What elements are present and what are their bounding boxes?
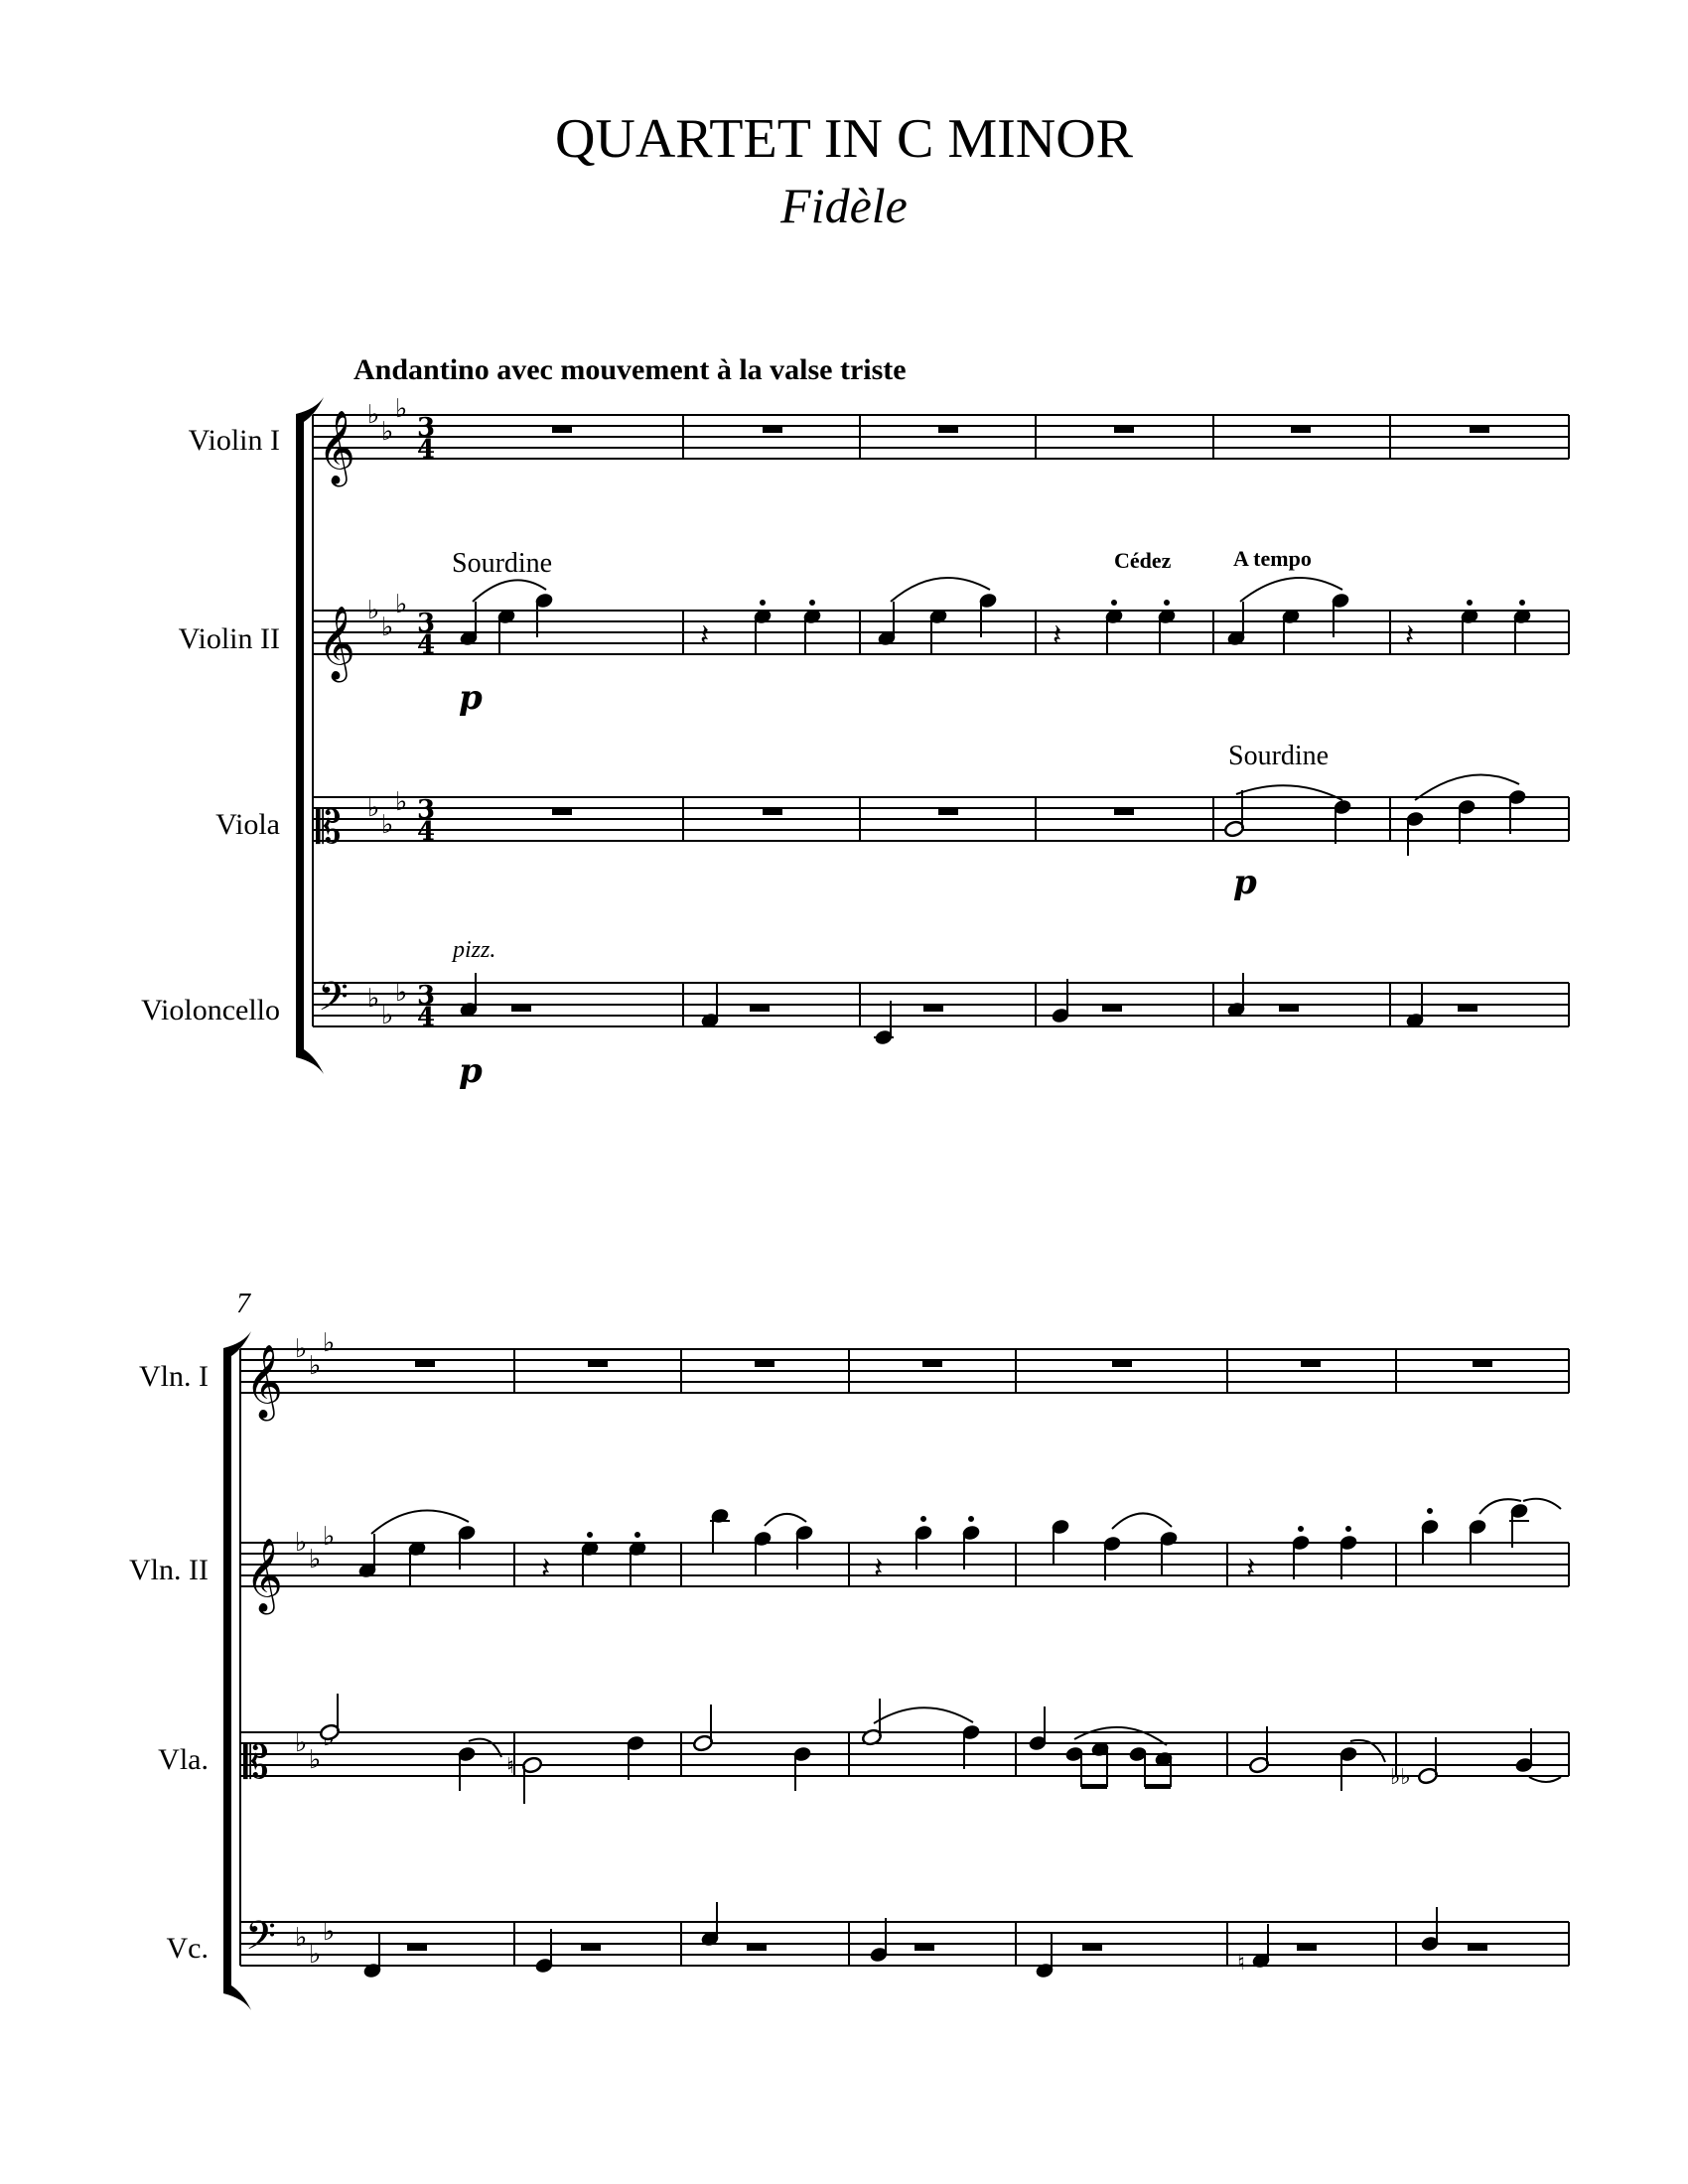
key-signatures-system-1 <box>367 394 407 1030</box>
svg-text:♭: ♭ <box>295 1923 308 1953</box>
svg-text:4: 4 <box>417 817 436 847</box>
bass-clef-icon: 𝄢 <box>245 1913 276 1969</box>
staff-vla <box>240 1732 1569 1776</box>
treble-clef-icon: 𝄞 <box>245 1345 283 1419</box>
svg-text:4: 4 <box>417 435 436 465</box>
svg-text:♭: ♭ <box>381 1001 394 1030</box>
svg-text:♭: ♭ <box>295 1728 308 1758</box>
cedez-marking: Cédez <box>1114 548 1172 573</box>
whole-rests-violin-1 <box>552 426 1489 433</box>
notes-violin-2-system-1 <box>459 578 1531 653</box>
treble-clef-icon: 𝄞 <box>318 411 355 484</box>
svg-text:♭: ♭ <box>395 787 408 817</box>
a-tempo-marking: A tempo <box>1233 546 1312 571</box>
staff-vc <box>240 1922 1569 1966</box>
svg-text:♭: ♭ <box>309 1940 322 1970</box>
instrument-label-viola: Viola <box>215 808 280 841</box>
dynamic-p-viola: p <box>1233 863 1257 902</box>
svg-text:♭: ♭ <box>323 1522 336 1552</box>
svg-text:𝄽: 𝄽 <box>1246 1552 1256 1586</box>
svg-text:♭: ♭ <box>295 1528 308 1558</box>
svg-text:♭: ♭ <box>309 1351 322 1381</box>
notes-vla-system-2 <box>319 1694 1561 1804</box>
svg-text:♭: ♭ <box>323 1328 336 1358</box>
measure-number: 7 <box>236 1289 250 1319</box>
svg-text:♭: ♭ <box>367 793 380 823</box>
svg-text:♭: ♭ <box>395 978 408 1008</box>
score-title: QUARTET IN C MINOR <box>554 108 1134 170</box>
dynamic-p: p <box>459 678 483 718</box>
instrument-label-cello: Violoncello <box>141 994 280 1026</box>
svg-text:3: 3 <box>417 981 436 1011</box>
svg-text:♭: ♭ <box>367 596 380 625</box>
svg-text:♭: ♭ <box>381 810 394 840</box>
svg-text:4: 4 <box>417 1003 436 1032</box>
sourdine-marking-viola: Sourdine <box>1228 741 1330 771</box>
svg-text:𝄽: 𝄽 <box>874 1552 884 1586</box>
svg-text:3: 3 <box>417 609 436 638</box>
svg-text:♭♭: ♭♭ <box>1390 1765 1411 1790</box>
whole-rests-vln-1 <box>415 1360 1492 1367</box>
barlines-system-2 <box>240 1349 1569 1966</box>
staff-vln-1 <box>240 1349 1569 1393</box>
staff-violin-1 <box>313 415 1569 459</box>
whole-rests-viola <box>552 808 1134 815</box>
svg-text:𝄽: 𝄽 <box>1405 618 1415 653</box>
treble-clef-icon: 𝄞 <box>245 1539 283 1612</box>
svg-text:♭: ♭ <box>381 613 394 642</box>
svg-text:𝄽: 𝄽 <box>700 618 710 653</box>
bass-clef-icon: 𝄢 <box>318 974 349 1029</box>
svg-text:4: 4 <box>417 630 436 660</box>
svg-text:𝄽: 𝄽 <box>541 1552 551 1586</box>
score-subtitle: Fidèle <box>780 178 908 233</box>
svg-text:3: 3 <box>417 795 436 825</box>
svg-text:𝄽: 𝄽 <box>1053 618 1062 653</box>
svg-text:♭: ♭ <box>367 984 380 1014</box>
instrument-label-vc: Vc. <box>166 1932 209 1965</box>
svg-text:♭: ♭ <box>395 590 408 619</box>
barlines-system-1 <box>313 415 1569 1026</box>
svg-text:♭: ♭ <box>323 1917 336 1947</box>
system-bracket-2 <box>223 1331 251 2010</box>
svg-text:♭: ♭ <box>309 1545 322 1574</box>
alto-clef-icon: 𝄡 <box>316 800 342 854</box>
staff-viola <box>313 797 1569 841</box>
svg-text:♭: ♭ <box>395 394 408 424</box>
sourdine-marking: Sourdine <box>452 548 553 579</box>
instrument-label-vln-1: Vln. I <box>139 1360 209 1393</box>
svg-text:♭: ♭ <box>309 1745 322 1775</box>
tempo-marking: Andantino avec mouvement à la valse triste <box>353 353 907 386</box>
alto-clef-icon: 𝄡 <box>243 1735 269 1789</box>
notes-viola-system-1 <box>1223 775 1526 856</box>
system-bracket <box>296 397 324 1074</box>
instrument-label-vln-2: Vln. II <box>129 1554 209 1586</box>
instrument-label-violin-2: Violin II <box>178 622 280 655</box>
pizz-marking: pizz. <box>453 937 496 963</box>
time-signatures <box>417 413 435 1032</box>
staff-vln-2 <box>240 1543 1569 1586</box>
svg-text:♭: ♭ <box>381 417 394 447</box>
instrument-label-vla: Vla. <box>158 1743 209 1776</box>
svg-text:♮: ♮ <box>1237 1951 1245 1976</box>
svg-text:♭: ♭ <box>367 400 380 430</box>
notes-vc-system-2 <box>362 1902 1487 1979</box>
key-signatures-system-2 <box>295 1328 335 1970</box>
notes-cello-system-1 <box>459 973 1477 1045</box>
treble-clef-icon: 𝄞 <box>318 607 355 680</box>
svg-text:♭: ♭ <box>295 1334 308 1364</box>
dynamic-p-cello: p <box>459 1051 483 1091</box>
svg-text:3: 3 <box>417 413 436 443</box>
svg-text:♮: ♮ <box>506 1754 514 1779</box>
instrument-label-violin-1: Violin I <box>188 424 280 457</box>
